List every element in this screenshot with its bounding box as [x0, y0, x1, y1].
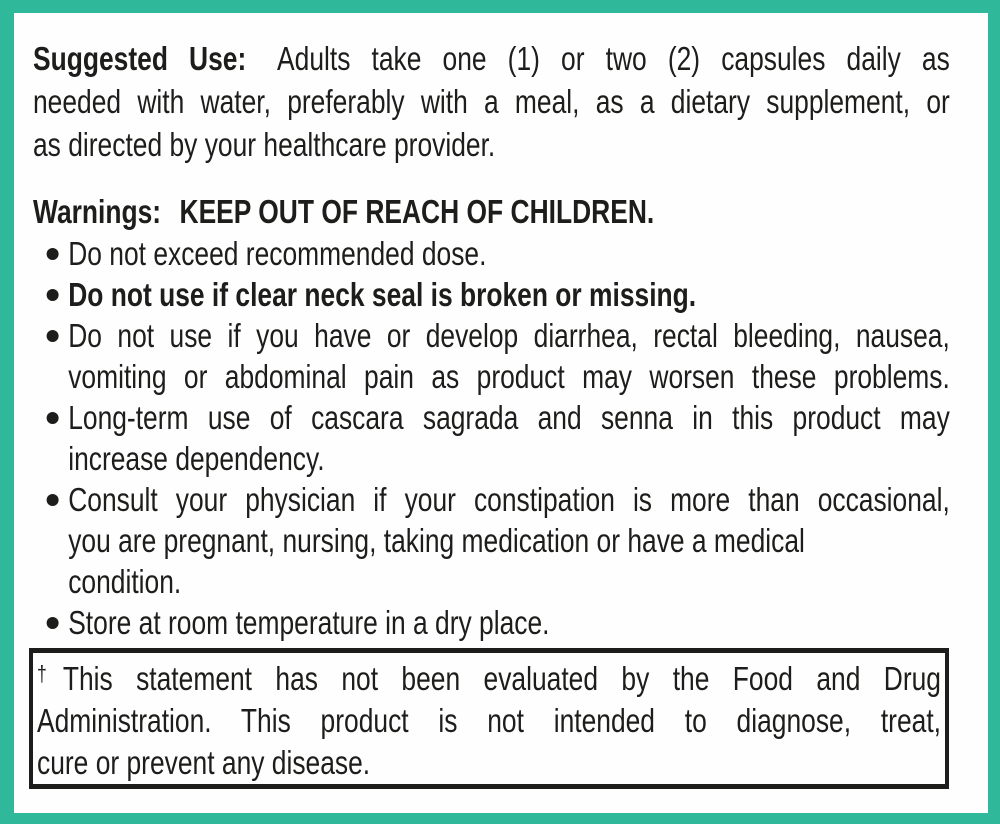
- warning-line: Long-term use of cascara sagrada and senna in this product may: [68, 399, 950, 436]
- bullet-icon: [47, 412, 59, 424]
- bullet-icon: [47, 330, 59, 342]
- suggested-use-line-3: as directed by your healthcare provider.: [33, 126, 496, 163]
- warning-line: Consult your physician if your constipation is more than occasional,: [68, 481, 950, 518]
- fda-disclaimer-box: [29, 648, 949, 789]
- warning-line: condition.: [68, 563, 182, 600]
- bullet-icon: [47, 494, 59, 506]
- disclaimer-line-1: [37, 653, 941, 700]
- warnings-headline: KEEP OUT OF REACH OF CHILDREN.: [179, 193, 655, 230]
- suggested-use-line-2: needed with water, preferably with a meal, as a dietary supplement, or: [33, 83, 950, 120]
- label-content: [33, 37, 950, 789]
- warning-item-dependency: [33, 397, 950, 479]
- warning-line: increase dependency.: [68, 440, 325, 477]
- disclaimer-line-2: Administration. This product is not intended to diagnose, treat,: [37, 702, 941, 739]
- warning-line: Do not use if clear neck seal is broken or missing.: [68, 276, 697, 313]
- warning-item-diarrhea: [33, 315, 950, 397]
- warning-item-neck-seal: [33, 274, 950, 315]
- suggested-use-paragraph: [33, 37, 950, 166]
- warning-line: you are pregnant, nursing, taking medication or have a medical: [68, 522, 805, 559]
- warnings-heading: [33, 190, 950, 233]
- bullet-icon: [47, 617, 59, 629]
- warnings-list: [33, 233, 950, 643]
- warnings-label: Warnings:: [33, 193, 162, 230]
- suggested-use-line-1: [33, 37, 950, 80]
- bullet-icon: [47, 289, 59, 301]
- warning-item-storage: [33, 602, 950, 643]
- warning-line: Do not use if you have or develop diarrhea, rectal bleeding, nausea,: [68, 317, 950, 354]
- bullet-icon: [47, 248, 59, 260]
- warning-item-consult-physician: [33, 479, 950, 602]
- disclaimer-line-3: cure or prevent any disease.: [37, 744, 371, 781]
- dagger-symbol: †: [37, 661, 63, 686]
- label-panel: [14, 13, 988, 813]
- disclaimer-text: This statement has not been evaluated by the Food and Drug: [62, 660, 941, 697]
- warning-item-dose: [33, 233, 950, 274]
- suggested-use-text: Adults take one (1) or two (2) capsules daily as: [277, 40, 950, 77]
- warning-line: Do not exceed recommended dose.: [68, 235, 487, 272]
- warning-line: Store at room temperature in a dry place.: [68, 604, 550, 641]
- warning-line: vomiting or abdominal pain as product may worsen these problems.: [68, 358, 950, 395]
- suggested-use-heading: Suggested Use:: [33, 40, 247, 77]
